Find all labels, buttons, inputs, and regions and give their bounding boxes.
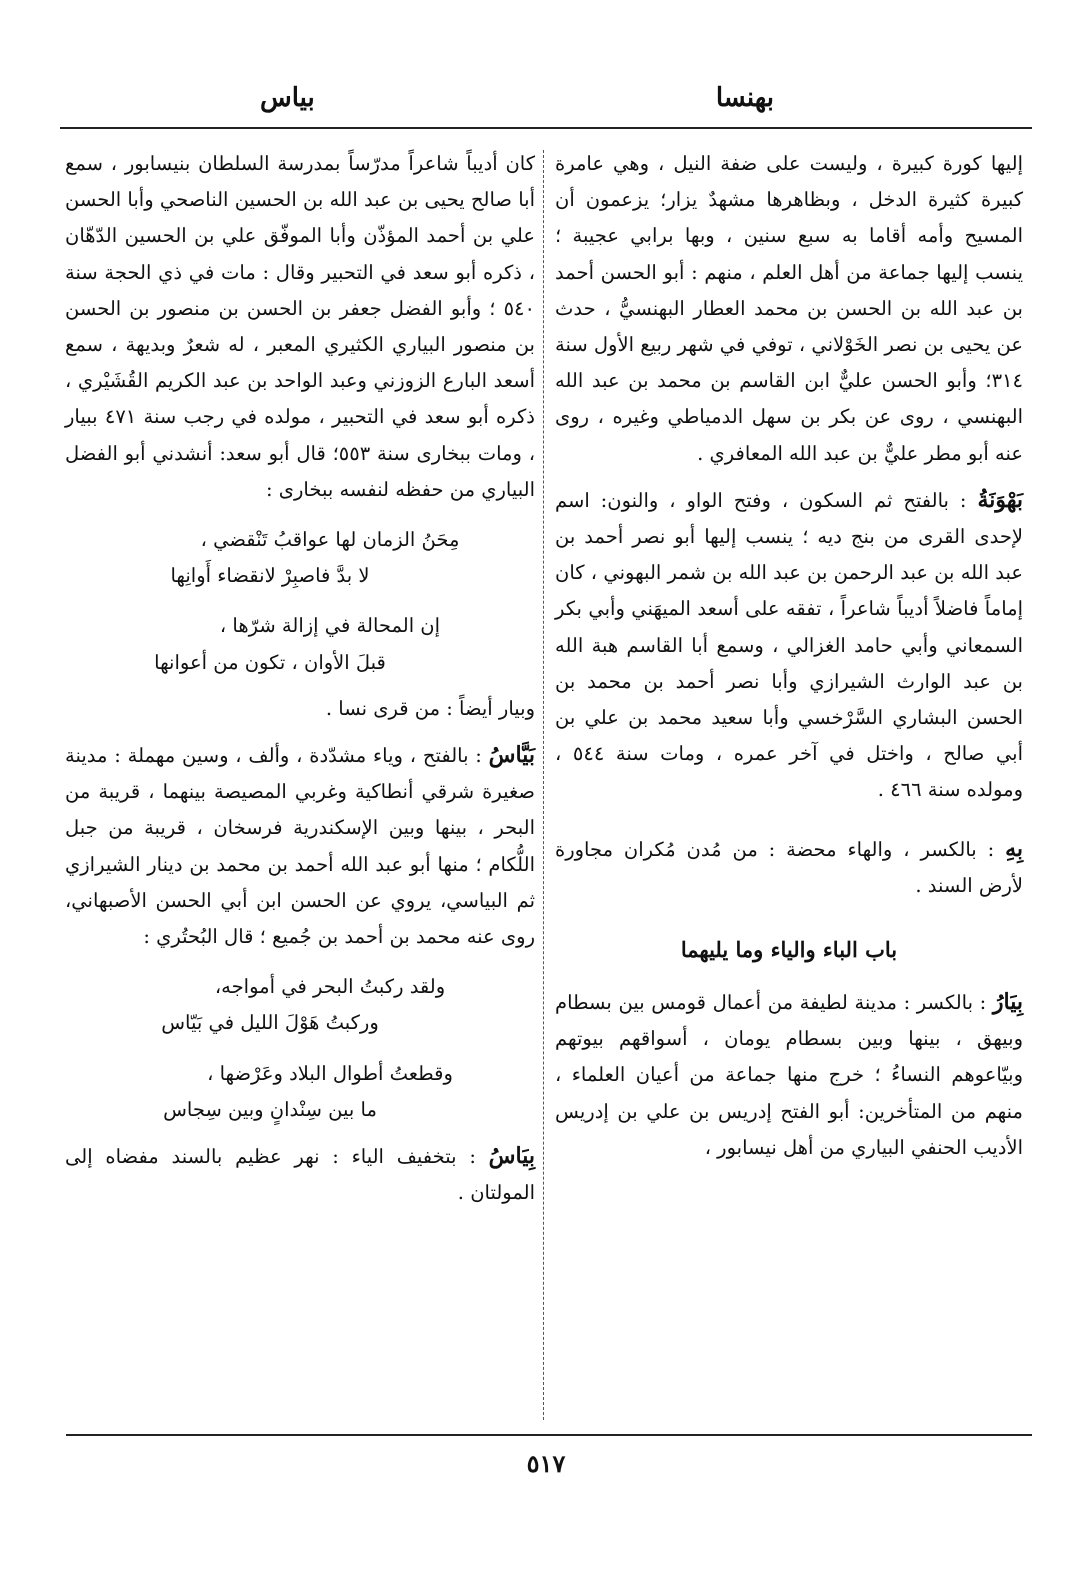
- verse-line: لا بدَّ فاصبِرْ لانقضاء أَوانِها: [170, 564, 370, 588]
- header-rule: [60, 127, 1032, 129]
- entry-bahwana: [555, 482, 1023, 809]
- entry-bih: [555, 831, 1023, 904]
- entry-bayyas: [65, 737, 535, 955]
- entry-headword: بَيَّاسُ: [488, 742, 535, 769]
- entry-body: : بالفتح ثم السكون ، وفتح الواو ، والنون: اسم لإحدى القرى من بنج ديه ؛ ينسب إليها أبو نصر أحمد بن عبد الله بن عبد الرحمن بن عبد الله بن شمر البهوني ، كان إماماً فاضلاً أديباً شاعراً ، تفقه على أسعد الميهَني وأبي بكر السمعاني وأبي حامد الغزالي ، وسمع أبا القاسم هبة الله بن عبد الوارث الشيرازي وأبا نصر أحمد بن محمد بن الحسن البشاري السَّرْخسي وأبا سعيد محمد بن علي بن أبي صالح ، واختل في آخر عمره ، ومات سنة ٥٤٤ ، ومولده سنة ٤٦٦ .: [555, 488, 1023, 802]
- entry-body: : بالكسر ، والهاء محضة : من مُدن مُكران مجاورة لأرض السند .: [555, 837, 1023, 897]
- right-column: [555, 146, 1023, 1166]
- entry-body: : بالكسر : مدينة لطيفة من أعمال قومس بين بسطام وبيهق ، بينها وبين بسطام يومان ، أسواقهم بيوتهم وبيّاعوهم النساءُ ؛ خرج منها جماعة من أعيان العلماء ، منهم من المتأخرين: أبو الفتح إدريس بن علي بن إدريس الأديب الحنفي البياري من أهل نيسابور ،: [555, 991, 1023, 1159]
- verse-line: إن المحالة في إزالة شرّها ،: [219, 614, 441, 638]
- entry-body: : بالفتح ، وياء مشدّدة ، وألف ، وسين مهملة : مدينة صغيرة شرقي أنطاكية وغربي المصيصة بينهما ، قريبة من البحر ، بينها وبين الإسكندرية فرسخان ، قريبة من جبل اللُّكام ؛ منها أبو عبد الله أحمد بن محمد بن دينار الشيرازي ثم البياسي، يروي عن الحسن ابن أبي الحسن الأصبهاني، روى عنه محمد بن أحمد بن جُميع ؛ قال البُحتُري :: [65, 744, 535, 949]
- page-number: ٥١٧: [526, 1449, 566, 1478]
- entry-headword: بِهِ: [1005, 835, 1023, 862]
- entry-biyas: [65, 1138, 535, 1211]
- verse-line: مِحَنُ الزمان لها عواقبُ تَنْقضي ،: [200, 528, 460, 552]
- verse-line: ولقد ركبتُ البحر في أمواجه،: [214, 975, 446, 999]
- verse-line: قبلَ الأوان ، تكون من أعوانها: [154, 650, 386, 674]
- left-col-paragraph-2: وبيار أيضاً : من قرى نسا .: [325, 696, 535, 720]
- entry-headword: بِيَاسُ: [488, 1143, 535, 1170]
- entry-headword: بَهْوَنَةُ: [977, 486, 1023, 513]
- verse-line: ما بين سِنْدانٍ وبين سِجاس: [163, 1097, 377, 1121]
- left-col-paragraph-1: كان أديباً شاعراً مدرّساً بمدرسة السلطان بنيسابور ، سمع أبا صالح يحيى بن عبد الله بن الحسين الناصحي وأبا الحسن علي بن أحمد المؤذّن وأبا الموفّق علي بن الحسين الدّهّان ، ذكره أبو سعد في التحبير وقال : مات في ذي الحجة سنة ٥٤٠ ؛ وأبو الفضل جعفر بن الحسن بن منصور بن الحسن بن منصور البياري الكثيري المعبر ، له شعرٌ وبديهة ، سمع أسعد البارع الزوزني وعبد الواحد بن عبد الكريم القُشَيْري ، ذكره أبو سعد في التحبير ، مولده في رجب سنة ٤٧١ ببيار ، ومات ببخارى سنة ٥٥٣؛ قال أبو سعد: أنشدني أبو الفضل البياري من حفظه لنفسه ببخارى :: [65, 152, 535, 501]
- section-title: باب الباء والياء وما يليهما: [680, 937, 898, 963]
- running-header-left: بياس: [260, 83, 315, 113]
- right-col-paragraph-1: إليها كورة كبيرة ، وليست على ضفة النيل ، وهي عامرة كبيرة كثيرة الدخل ، وبظاهرها مشهدٌ يزار؛ يزعمون أن المسيح وأمه أقاما به سبع سنين ، وبها برابي عجيبة ؛ ينسب إليها جماعة من أهل العلم ، منهم : أبو الحسن أحمد بن عبد الله بن الحسن بن محمد العطار البهنسيُّ ، حدث عن يحيى بن نصر الخَوْلاني ، توفي في شهر ربيع الأول سنة ٣١٤؛ وأبو الحسن عليٌّ ابن القاسم بن محمد بن عبد الله البهنسي ، روى عن بكر بن سهل الدمياطي وغيره ، روى عنه أبو مطر عليٌّ بن عبد الله المعافري .: [555, 152, 1023, 465]
- entry-biyar: [555, 984, 1023, 1166]
- left-column: [65, 146, 535, 1211]
- entry-body: : بتخفيف الياء : نهر عظيم بالسند مفضاه إلى المولتان .: [65, 1145, 535, 1205]
- verse-line: وركبتُ هَوْلَ الليل في بَيّاس: [161, 1011, 379, 1035]
- entry-headword: بِيَارُ: [992, 989, 1023, 1016]
- footer-rule: [66, 1434, 1032, 1436]
- column-divider: [543, 150, 544, 1420]
- running-header-right: بهنسا: [715, 83, 774, 113]
- verse-line: وقطعتُ أطوال البلاد وعَرْضها ،: [207, 1061, 453, 1085]
